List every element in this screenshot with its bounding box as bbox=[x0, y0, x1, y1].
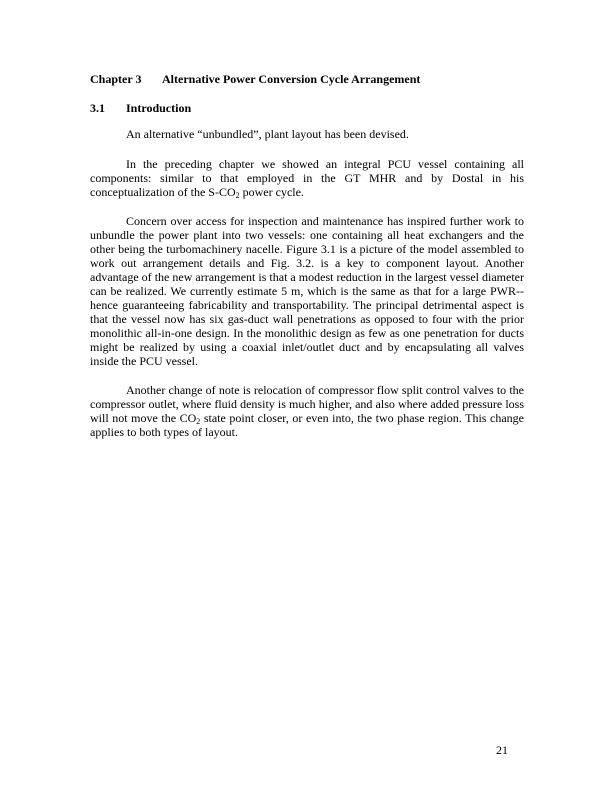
section-heading bbox=[90, 101, 524, 115]
section-number: 3.1 bbox=[90, 101, 105, 115]
paragraph-2-text-a: In the preceding chapter we showed an integral PCU vessel containing all components: similar to that employed in the GT MHR and by Dostal in his conceptualization of the S-CO bbox=[90, 157, 524, 199]
paragraph-4 bbox=[90, 383, 524, 439]
chapter-number: Chapter 3 bbox=[90, 72, 142, 86]
chapter-heading bbox=[90, 72, 524, 86]
paragraph-4-subscript: 2 bbox=[196, 417, 201, 426]
page-number: 21 bbox=[496, 743, 508, 757]
paragraph-2-text-b: power cycle. bbox=[239, 185, 304, 199]
paragraph-2 bbox=[90, 157, 524, 199]
paragraph-3: Concern over access for inspection and maintenance has inspired further work to unbundle the power plant into two vessels: one containing all heat exchangers and the other being the turbomachinery nacelle. Figure 3.1 is a picture of the model assembled to work out arrangement details and Fig. 3.2. is a key to component layout. Another advantage of the new arrangement is that a modest reduction in the largest vessel diameter can be realized. We currently estimate 5 m, which is the same as that for a large PWR--hence guaranteeing fabricability and transportability. The principal detrimental aspect is that the vessel now has six gas-duct wall penetrations as opposed to four with the prior monolithic all-in-one design. In the monolithic design as few as one penetration for ducts might be realized by using a coaxial inlet/outlet duct and by encapsulating all valves inside the PCU vessel. bbox=[90, 214, 524, 368]
paragraph-4-text-b: state point closer, or even into, the two phase region. This change applies to both types of layout. bbox=[90, 411, 524, 439]
paragraph-2-subscript: 2 bbox=[235, 191, 240, 200]
paragraph-4-text-a: Another change of note is relocation of compressor flow split control valves to the compressor outlet, where fluid density is much higher, and also where added pressure loss will not move the CO bbox=[90, 383, 524, 425]
section-title: Introduction bbox=[126, 101, 192, 115]
paragraph-1: An alternative “unbundled”, plant layout has been devised. bbox=[126, 127, 409, 141]
chapter-title: Alternative Power Conversion Cycle Arrangement bbox=[162, 72, 421, 86]
